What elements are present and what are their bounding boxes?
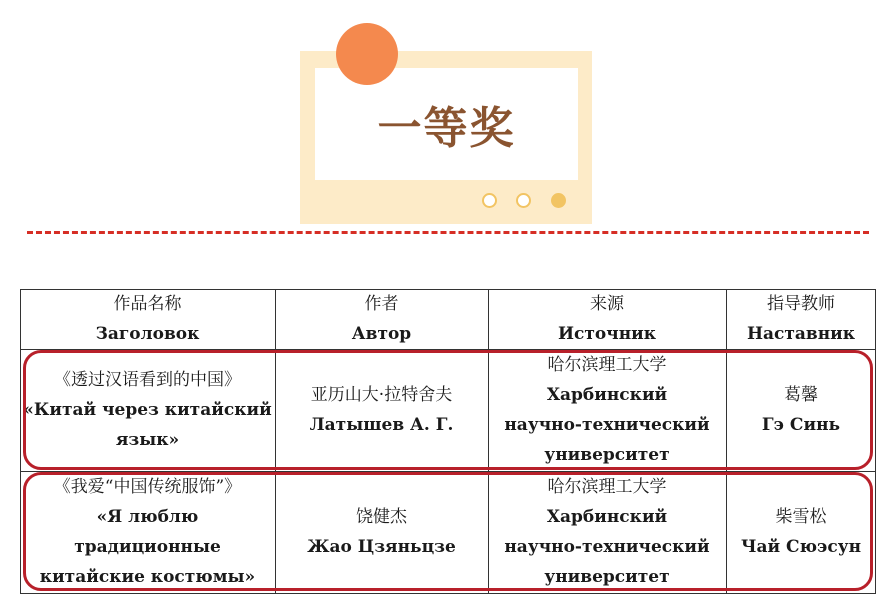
row1-source-ru-3: университет [544, 445, 670, 465]
award-title: 一等奖 [377, 103, 516, 154]
row2-source-ru-1: Харбинский [546, 507, 668, 527]
row2-source-cn: 哈尔滨理工大学 [547, 477, 667, 497]
row1-highlight [23, 350, 873, 470]
header-source [488, 289, 726, 349]
dot-indicator-2 [516, 193, 531, 208]
row2-author-ru: Жао Цзяньцзе [307, 537, 456, 557]
row1-author-ru: Латышев А. Г. [309, 415, 454, 435]
row2-highlight [23, 472, 873, 591]
header-author [275, 289, 488, 349]
row1-title-ru-2: язык» [115, 430, 180, 450]
header-author-ru: Автор [351, 324, 412, 344]
header-mentor-ru: Наставник [746, 324, 856, 344]
row2-title-ru-3: китайские костюмы» [39, 567, 256, 587]
row1-mentor-cn: 葛馨 [784, 385, 818, 405]
dot-indicator-3 [551, 193, 566, 208]
dashed-divider [27, 231, 869, 234]
row2-title-ru-1: «Я люблю [96, 507, 199, 527]
row2-author-cn: 饶健杰 [356, 507, 407, 527]
header-title-cn: 作品名称 [113, 294, 182, 314]
header-source-cn: 来源 [590, 294, 624, 314]
header-title-ru: Заголовок [95, 324, 200, 344]
row2-source-ru-3: университет [544, 567, 670, 587]
row1-source-ru-1: Харбинский [546, 385, 668, 405]
row2-title-cn: 《我爱“中国传统服饰”》 [53, 477, 242, 497]
row2-source-ru-2: научно-технический [504, 537, 710, 557]
row1-title-ru-1: «Китай через китайский [23, 400, 272, 420]
row1-source-ru-2: научно-технический [504, 415, 710, 435]
row1-source-cn: 哈尔滨理工大学 [547, 355, 667, 375]
dot-indicator-1 [482, 193, 497, 208]
row1-mentor-ru: Гэ Синь [761, 415, 841, 435]
header-source-ru: Источник [557, 324, 657, 344]
header-mentor [726, 289, 876, 349]
row2-mentor-ru: Чай Сюэсун [740, 537, 862, 557]
award-table [20, 289, 876, 594]
header-mentor-cn: 指导教师 [767, 294, 835, 314]
header-author-cn: 作者 [364, 294, 399, 314]
row1-author-cn: 亚历山大·拉特舍夫 [310, 385, 453, 405]
row2-mentor-cn: 柴雪松 [775, 507, 827, 527]
header-title [20, 289, 275, 349]
row2-title-ru-2: традиционные [74, 537, 221, 557]
row1-title-cn: 《透过汉语看到的中国》 [54, 370, 241, 390]
